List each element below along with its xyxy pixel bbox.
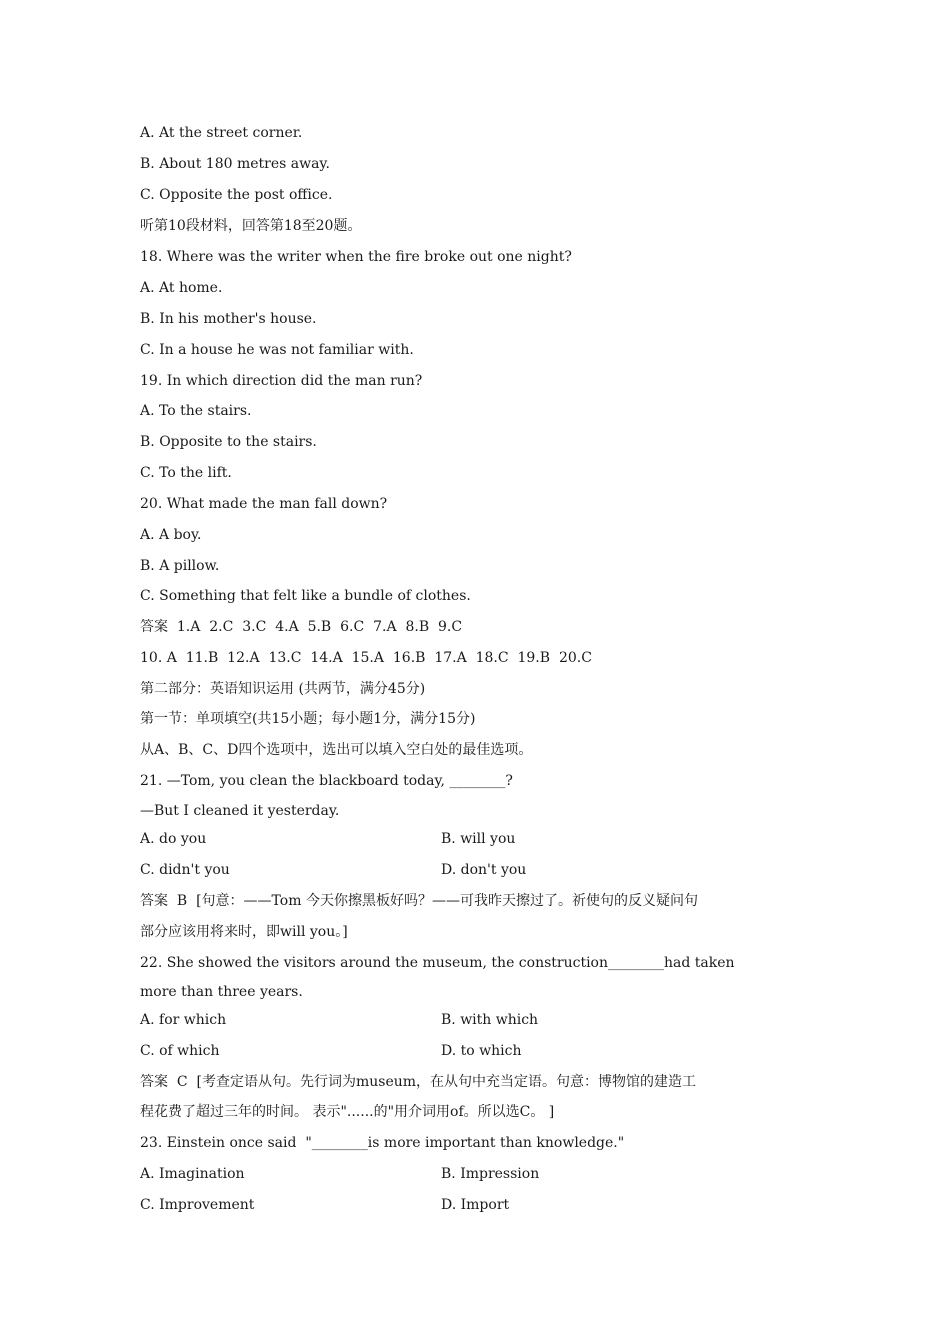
part-two-heading: 第二部分：英语知识运用 (共两节，满分45分) [140,681,426,697]
q17-option-c: C. Opposite the post office. [140,187,333,203]
q19-option-b: B. Opposite to the stairs. [140,434,317,450]
q21-answer-line-1: 答案 B [句意：——Tom 今天你擦黑板好吗？——可我昨天擦过了。祈使句的反义疑问句 [140,893,698,909]
q21-option-c: C. didn't you [140,862,230,878]
q21-option-d: D. don't you [441,862,527,878]
q21-answer-line-2: 部分应该用将来时，即will you。] [140,924,348,940]
question-22-line-2: more than three years. [140,984,303,1000]
q18-option-c: C. In a house he was not familiar with. [140,342,414,358]
q18-option-a: A. At home. [140,280,223,296]
q20-option-c: C. Something that felt like a bundle of clothes. [140,588,471,604]
q20-option-b: B. A pillow. [140,558,220,574]
q22-option-b: B. with which [441,1012,539,1028]
question-21: 21. —Tom, you clean the blackboard today, ________? [140,773,513,789]
q21-option-b: B. will you [441,831,516,847]
q22-answer-line-1: 答案 C [考查定语从句。先行词为museum，在从句中充当定语。句意：博物馆的建造工 [140,1074,697,1090]
q23-option-c: C. Improvement [140,1197,255,1213]
section-one-heading: 第一节：单项填空(共15小题；每小题1分，满分15分) [140,711,476,727]
q17-option-a: A. At the street corner. [140,125,303,141]
q22-answer-line-2: 程花费了超过三年的时间。 表示"......的"用介词用of。所以选C。 ] [140,1104,555,1120]
answer-key-line-1: 答案 1.A 2.C 3.C 4.A 5.B 6.C 7.A 8.B 9.C [140,619,463,635]
q23-option-d: D. Import [441,1197,510,1213]
q20-option-a: A. A boy. [140,527,202,543]
q22-option-c: C. of which [140,1043,220,1059]
q23-option-b: B. Impression [441,1166,540,1182]
question-21-reply: —But I cleaned it yesterday. [140,803,340,819]
q19-option-c: C. To the lift. [140,465,232,481]
q18-option-b: B. In his mother's house. [140,311,317,327]
section-instruction: 听第10段材料，回答第18至20题。 [140,218,362,234]
section-one-instruction: 从A、B、C、D四个选项中，选出可以填入空白处的最佳选项。 [140,742,533,758]
q23-option-a: A. Imagination [140,1166,245,1182]
q17-option-b: B. About 180 metres away. [140,156,330,172]
question-20: 20. What made the man fall down? [140,496,388,512]
question-23: 23. Einstein once said "________is more important than knowledge." [140,1135,625,1151]
question-19: 19. In which direction did the man run? [140,373,423,389]
q21-option-a: A. do you [140,831,207,847]
answer-key-line-2: 10. A 11.B 12.A 13.C 14.A 15.A 16.B 17.A 18.C 19.B 20.C [140,650,592,666]
q22-option-d: D. to which [441,1043,522,1059]
q22-option-a: A. for which [140,1012,227,1028]
question-22-line-1: 22. She showed the visitors around the museum, the construction________had taken [140,955,735,971]
question-18: 18. Where was the writer when the fire broke out one night? [140,249,572,265]
q19-option-a: A. To the stairs. [140,403,252,419]
